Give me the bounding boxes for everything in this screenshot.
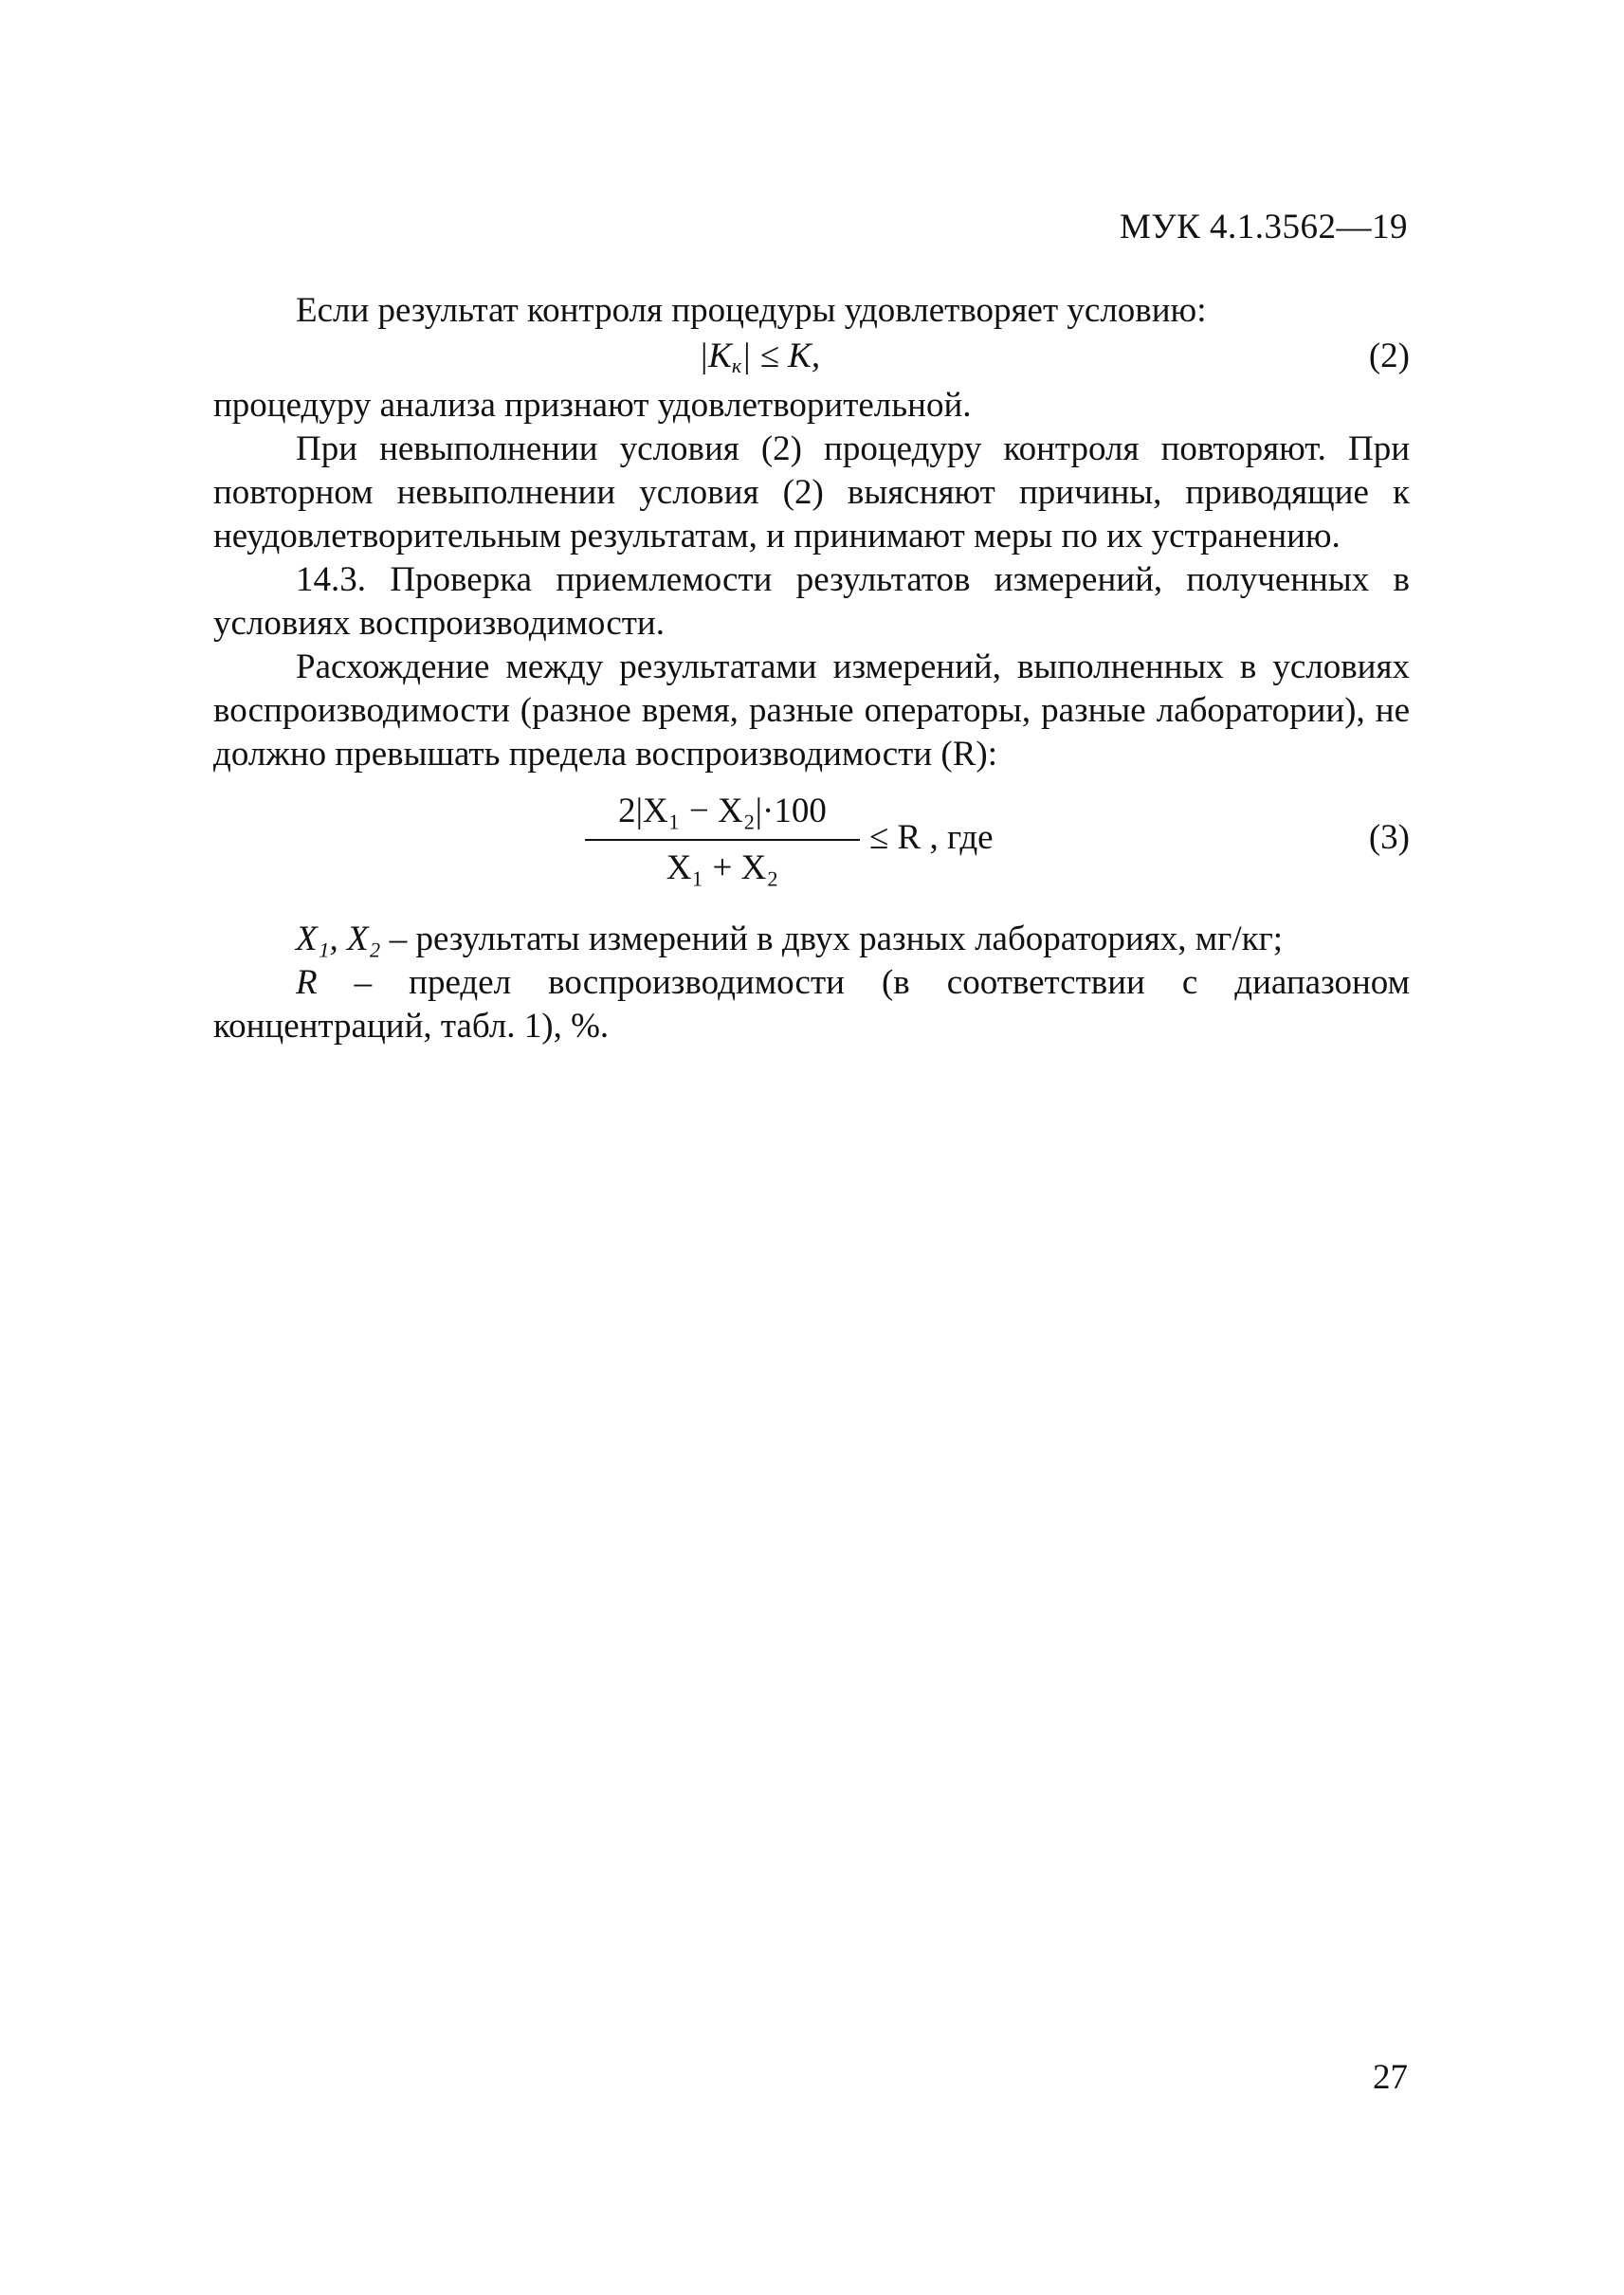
paragraph-reproducibility: Расхождение между результатами измерений, выполненных в условиях воспроизводимости (разное время, разные операторы, разные лаборатории), не должно превышать предела воспроизводимости (R): <box>213 647 1410 774</box>
page-content <box>213 289 1410 1048</box>
formula-2-lhs: |K <box>699 337 732 375</box>
paragraph-satisfactory: процедуру анализа признают удовлетворительной. <box>213 386 972 425</box>
formula-3-denominator: X₁ + X₂ <box>666 848 779 887</box>
formula-3-fraction <box>585 790 860 890</box>
definition-x1-x2 <box>213 918 1410 961</box>
formula-3-tail: ≤ R , где <box>869 818 994 857</box>
formula-2-number: (2) <box>1368 337 1410 375</box>
formula-2-subscript: к <box>731 354 742 377</box>
formula-3-number: (3) <box>1368 818 1410 857</box>
formula-2 <box>213 335 1410 382</box>
definition-r <box>213 961 1410 1048</box>
document-code: МУК 4.1.3562—19 <box>1119 208 1408 246</box>
definition-r-symbol: R <box>296 963 318 1002</box>
definition-x-symbols: X₁, X₂ <box>296 920 381 958</box>
definition-r-text: – предел воспроизводимости (в соответствии с диапазоном концентраций, табл. 1), %. <box>213 963 1410 1046</box>
page-number: 27 <box>1373 2058 1408 2097</box>
formula-2-rhs: | ≤ K, <box>741 337 821 375</box>
paragraph-condition-intro: Если результат контроля процедуры удовлетворяет условию: <box>296 291 1207 330</box>
formula-3-numerator: 2|X₁ − X₂|·100 <box>585 790 860 841</box>
paragraph-section-14-3: 14.3. Проверка приемлемости результатов измерений, полученных в условиях воспроизводимости. <box>213 560 1410 643</box>
definition-x-text: – результаты измерений в двух разных лабораториях, мг/кг; <box>380 920 1284 958</box>
paragraph-repeat-control: При невыполнении условия (2) процедуру контроля повторяют. При повторном невыполнении условия (2) выясняют причины, приводящие к неудовлетворительным результатам, и принимают меры по их устранению. <box>213 429 1410 556</box>
formula-3 <box>213 790 1410 908</box>
formula-2-expression <box>699 335 820 378</box>
